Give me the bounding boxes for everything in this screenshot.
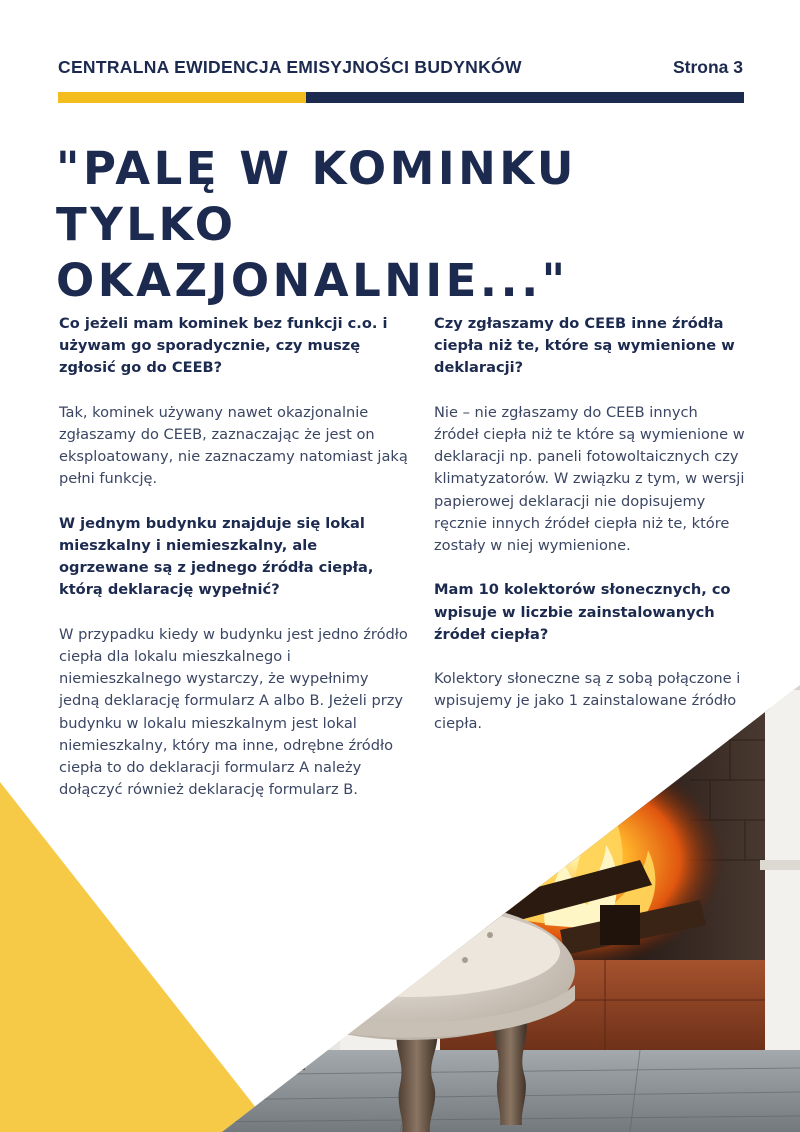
- faq-answer-4: Kolektory słoneczne są z sobą połączone i wpisujemy je jako 1 zainstalowane źródło ciepła.: [434, 670, 741, 732]
- faq-answer-1: Tak, kominek używany nawet okazjonalnie zgłaszamy do CEEB, zaznaczając że jest on eksploatowany, nie zaznaczamy natomiast jaką pełni funkcję.: [59, 403, 408, 488]
- yellow-triangle-shape: [0, 782, 275, 1132]
- faq-answer-3: Nie – nie zgłaszamy do CEEB innych źródeł ciepła niż te które są wymienione w deklaracji np. paneli fotowoltaicznych czy klimatyzatorów. W związku z tym, w wersji papierowej deklaracji nie dopisujemy ręcznie innych źródeł ciepła niż te, które zostały w niej wymienione.: [434, 403, 745, 555]
- faq-answer-2: W przypadku kiedy w budynku jest jedno źródło ciepła dla lokalu mieszkalnego i niemieszkalnego wystarczy, że wypełnimy jedną deklarację formularz A albo B. Jeżeli przy budynku w lokalu mieszkalnym jest lokal niemieszkalny, który ma inne, odrębne źródło ciepła to do deklaracji formularz A należy dołączyć również deklarację formularz B.: [59, 625, 408, 799]
- right-column: [434, 313, 746, 757]
- page-number: Strona 3: [672, 57, 743, 77]
- left-column: [59, 313, 409, 824]
- page-title: "PALĘ W KOMINKU TYLKO OKAZJONALNIE...": [56, 142, 577, 307]
- faq-question-1: Co jeżeli mam kominek bez funkcji c.o. i używam go sporadycznie, czy muszę zgłosić go do CEEB?: [59, 315, 388, 377]
- faq-question-4: Mam 10 kolektorów słonecznych, co wpisuje w liczbie zainstalowanych źródeł ciepła?: [434, 581, 731, 643]
- faq-question-3: Czy zgłaszamy do CEEB inne źródła ciepła niż te, które są wymienione w deklaracji?: [434, 315, 735, 377]
- document-header-title: CENTRALNA EWIDENCJA EMISYJNOŚCI BUDYNKÓW: [58, 57, 522, 77]
- faq-question-2: W jednym budynku znajduje się lokal mieszkalny i niemieszkalny, ale ogrzewane są z jednego źródła ciepła, którą deklarację wypełnić?: [59, 514, 374, 599]
